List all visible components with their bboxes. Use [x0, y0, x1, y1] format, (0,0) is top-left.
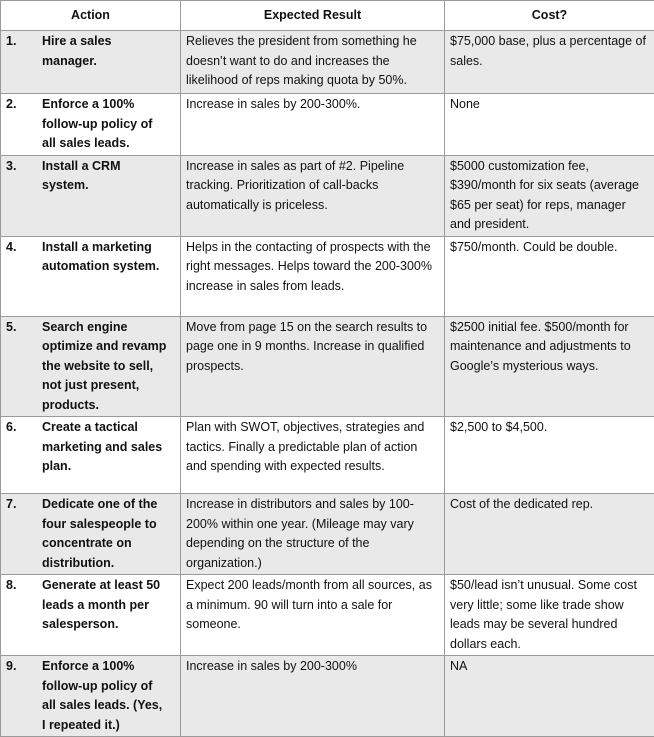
table-row [1, 236, 654, 316]
action-text: Enforce a 100% follow-up policy of all sales leads. (Yes, I repeated it.) [42, 657, 167, 735]
cost-cell: Cost of the dedicated rep. [445, 494, 654, 575]
action-cell [1, 417, 181, 494]
row-number: 4. [6, 238, 42, 258]
header-row [1, 1, 654, 31]
action-text: Enforce a 100% follow-up policy of all sales leads. [42, 95, 167, 154]
action-cell [1, 94, 181, 156]
table-row [1, 94, 654, 156]
row-number: 9. [6, 657, 42, 677]
action-cell [1, 316, 181, 417]
table-row [1, 31, 654, 94]
row-number: 3. [6, 157, 42, 177]
action-text: Install a marketing automation system. [42, 238, 167, 277]
cost-cell: $75,000 base, plus a percentage of sales. [445, 31, 654, 94]
table-row [1, 316, 654, 417]
cost-cell: NA [445, 656, 654, 737]
result-cell: Increase in sales as part of #2. Pipeline tracking. Prioritization of call-backs automatically is priceless. [181, 155, 445, 236]
action-text: Search engine optimize and revamp the website to sell, not just present, products. [42, 318, 167, 416]
action-text: Dedicate one of the four salespeople to concentrate on distribution. [42, 495, 167, 573]
action-text: Hire a sales manager. [42, 32, 167, 71]
action-cell [1, 494, 181, 575]
result-cell: Increase in sales by 200-300%. [181, 94, 445, 156]
row-number: 6. [6, 418, 42, 438]
action-cell [1, 575, 181, 656]
action-text: Install a CRM system. [42, 157, 167, 196]
result-cell: Plan with SWOT, objectives, strategies and tactics. Finally a predictable plan of action and spending with expected results. [181, 417, 445, 494]
table-row [1, 656, 654, 737]
row-number: 2. [6, 95, 42, 115]
result-cell: Increase in sales by 200-300% [181, 656, 445, 737]
row-number: 5. [6, 318, 42, 338]
action-text: Create a tactical marketing and sales plan. [42, 418, 167, 477]
row-number: 8. [6, 576, 42, 596]
cost-cell: $2500 initial fee. $500/month for maintenance and adjustments to Google’s mysterious ways. [445, 316, 654, 417]
cost-cell: $750/month. Could be double. [445, 236, 654, 316]
result-cell: Move from page 15 on the search results to page one in 9 months. Increase in qualified prospects. [181, 316, 445, 417]
header-cost: Cost? [445, 1, 654, 31]
row-number: 7. [6, 495, 42, 515]
result-cell: Relieves the president from something he doesn’t want to do and increases the likelihood of reps making quota by 50%. [181, 31, 445, 94]
table-row [1, 155, 654, 236]
header-action: Action [1, 1, 181, 31]
table-row [1, 575, 654, 656]
action-cell [1, 656, 181, 737]
cost-cell: None [445, 94, 654, 156]
table-row [1, 417, 654, 494]
cost-cell: $2,500 to $4,500. [445, 417, 654, 494]
table-row [1, 494, 654, 575]
result-cell: Increase in distributors and sales by 100-200% within one year. (Mileage may vary depending on the structure of the organization.) [181, 494, 445, 575]
action-cell [1, 155, 181, 236]
action-cell [1, 31, 181, 94]
result-cell: Helps in the contacting of prospects with the right messages. Helps toward the 200-300% increase in sales from leads. [181, 236, 445, 316]
row-number: 1. [6, 32, 42, 52]
result-cell: Expect 200 leads/month from all sources, as a minimum. 90 will turn into a sale for someone. [181, 575, 445, 656]
action-cell [1, 236, 181, 316]
cost-cell: $50/lead isn’t unusual. Some cost very little; some like trade show leads may be several hundred dollars each. [445, 575, 654, 656]
cost-cell: $5000 customization fee, $390/month for six seats (average $65 per seat) for reps, manager and president. [445, 155, 654, 236]
action-text: Generate at least 50 leads a month per salesperson. [42, 576, 167, 635]
header-expected-result: Expected Result [181, 1, 445, 31]
